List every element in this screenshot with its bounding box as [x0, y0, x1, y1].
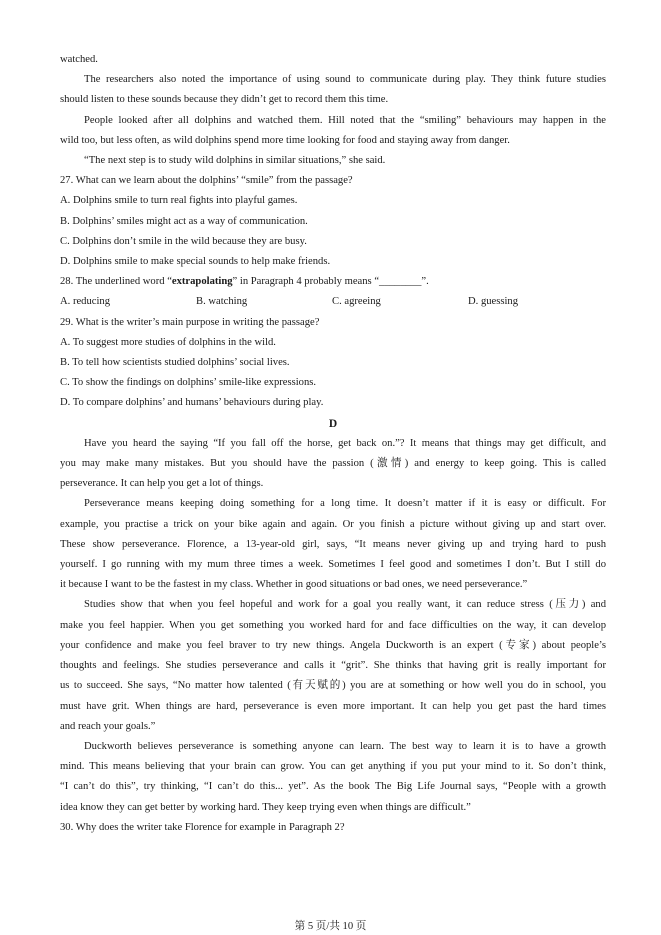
passage-d-p1-line: perseverance. It can help you get a lot of things.: [60, 478, 264, 490]
passage-d-p3-line: make you feel happier. When you get something you worked hard for and face difficulties on the way, it can develop: [60, 619, 606, 631]
question-28-keyword: extrapolating: [171, 276, 233, 288]
passage-c-paragraph-line: People looked after all dolphins and watched them. Hill noted that the “smiling” behaviours may happen in the: [84, 114, 606, 126]
question-28-option-c: C. agreeing: [332, 296, 381, 308]
question-29-option-b: B. To tell how scientists studied dolphins’ social lives.: [60, 357, 290, 369]
question-27-option-a: A. Dolphins smile to turn real fights into playful games.: [60, 195, 298, 207]
passage-d-p1-line: Have you heard the saying “If you fall off the horse, get back on.”? It means that things may get difficult, and: [84, 437, 606, 449]
passage-c-paragraph-line: The researchers also noted the importance of using sound to communicate during play. They think future studies: [84, 74, 606, 86]
question-29-option-c: C. To show the findings on dolphins’ smile-like expressions.: [60, 377, 317, 389]
passage-d-p4-line: Duckworth believes perseverance is something anyone can learn. The best way to learn it is to have a growth: [84, 740, 606, 752]
passage-d-p3-line: your confidence and make you feel braver to try new things. Angela Duckworth is an expert (专家) about people’s: [60, 639, 606, 651]
passage-d-p4-line: mind. This means believing that your brain can grow. You can get anything if you put your mind to it. So don’t think,: [60, 761, 606, 773]
passage-d-p2-line: These show perseverance. Florence, a 13-year-old girl, says, “It means never giving up and trying hard to push: [60, 538, 606, 550]
question-28-options: [60, 292, 606, 312]
passage-d-p2-line: yourself. I go running with my mum three times a week. Sometimes I feel good and sometimes I don’t. But I still do: [60, 559, 606, 571]
question-27-option-d: D. Dolphins smile to make special sounds to help make friends.: [60, 256, 331, 268]
passage-d-p3-line: us to succeed. She says, “No matter how talented (有天赋的) you are at something or how well you do in school, you: [60, 680, 606, 692]
question-28-option-a: A. reducing: [60, 296, 111, 308]
passage-d-p3-line: must have grit. When things are hard, perseverance is even more important. It can help you get past the hard times: [60, 700, 606, 712]
passage-d-p3-line: Studies show that when you feel hopeful and work for a goal you really want, it can reduce stress (压力) and: [84, 599, 606, 611]
passage-d-p2-line: it because I want to be the fastest in my class. Whether in good situations or bad ones, we need perseverance.”: [60, 579, 528, 591]
passage-d-p2-line: example, you practise a trick on your bike again and again. Or you finish a picture without giving up and start over.: [60, 518, 606, 530]
passage-c-paragraph-line: should listen to these sounds because they didn’t get to record them this time.: [60, 94, 389, 106]
passage-c-tail-line: watched.: [60, 54, 98, 65]
question-27-option-b: B. Dolphins’ smiles might act as a way of communication.: [60, 215, 308, 227]
exam-page-content: [60, 50, 606, 838]
question-28-stem-before: 28. The underlined word “: [60, 276, 172, 288]
passage-c-paragraph-line: “The next step is to study wild dolphins in similar situations,” she said.: [84, 155, 386, 167]
page-number-footer: 第 5 页/共 10 页: [294, 921, 367, 932]
passage-d-p3-line: thoughts and feelings. She studies perseverance and calls it “grit”. She thinks that having grit is really important for: [60, 660, 606, 672]
question-29-stem: 29. What is the writer’s main purpose in writing the passage?: [60, 316, 320, 328]
question-28-stem-after: ” in Paragraph 4 probably means “________”.: [232, 276, 429, 288]
passage-d-p4-line: “I can’t do this”, try thinking, “I can’t do this... yet”. As the book The Big Life Journal says, “People with a growth: [60, 781, 606, 793]
passage-d-p2-line: Perseverance means keeping doing something for a long time. It doesn’t matter if it is easy or difficult. For: [84, 498, 606, 510]
question-29-option-d: D. To compare dolphins’ and humans’ behaviours during play.: [60, 397, 324, 409]
question-30-stem: 30. Why does the writer take Florence for example in Paragraph 2?: [60, 821, 345, 833]
passage-c-paragraph-line: wild too, but less often, as wild dolphins spend more time looking for food and staying away from danger.: [60, 134, 510, 146]
question-28-option-b: B. watching: [196, 296, 248, 308]
question-28-stem: [60, 272, 606, 292]
question-27-option-c: C. Dolphins don’t smile in the wild because they are busy.: [60, 235, 307, 247]
passage-d-heading: D: [328, 417, 338, 430]
passage-d-p4-line: idea know they can get better by working hard. They keep trying even when things are difficult.”: [60, 801, 471, 813]
question-27-stem: 27. What can we learn about the dolphins’ “smile” from the passage?: [60, 175, 353, 187]
question-29-option-a: A. To suggest more studies of dolphins in the wild.: [60, 336, 276, 348]
passage-d-p1-line: you may make many mistakes. But you should have the passion (激情) and energy to keep going. This is called: [60, 458, 606, 470]
question-28-option-d: D. guessing: [468, 296, 519, 308]
passage-d-p3-line: and reach your goals.”: [60, 720, 156, 732]
